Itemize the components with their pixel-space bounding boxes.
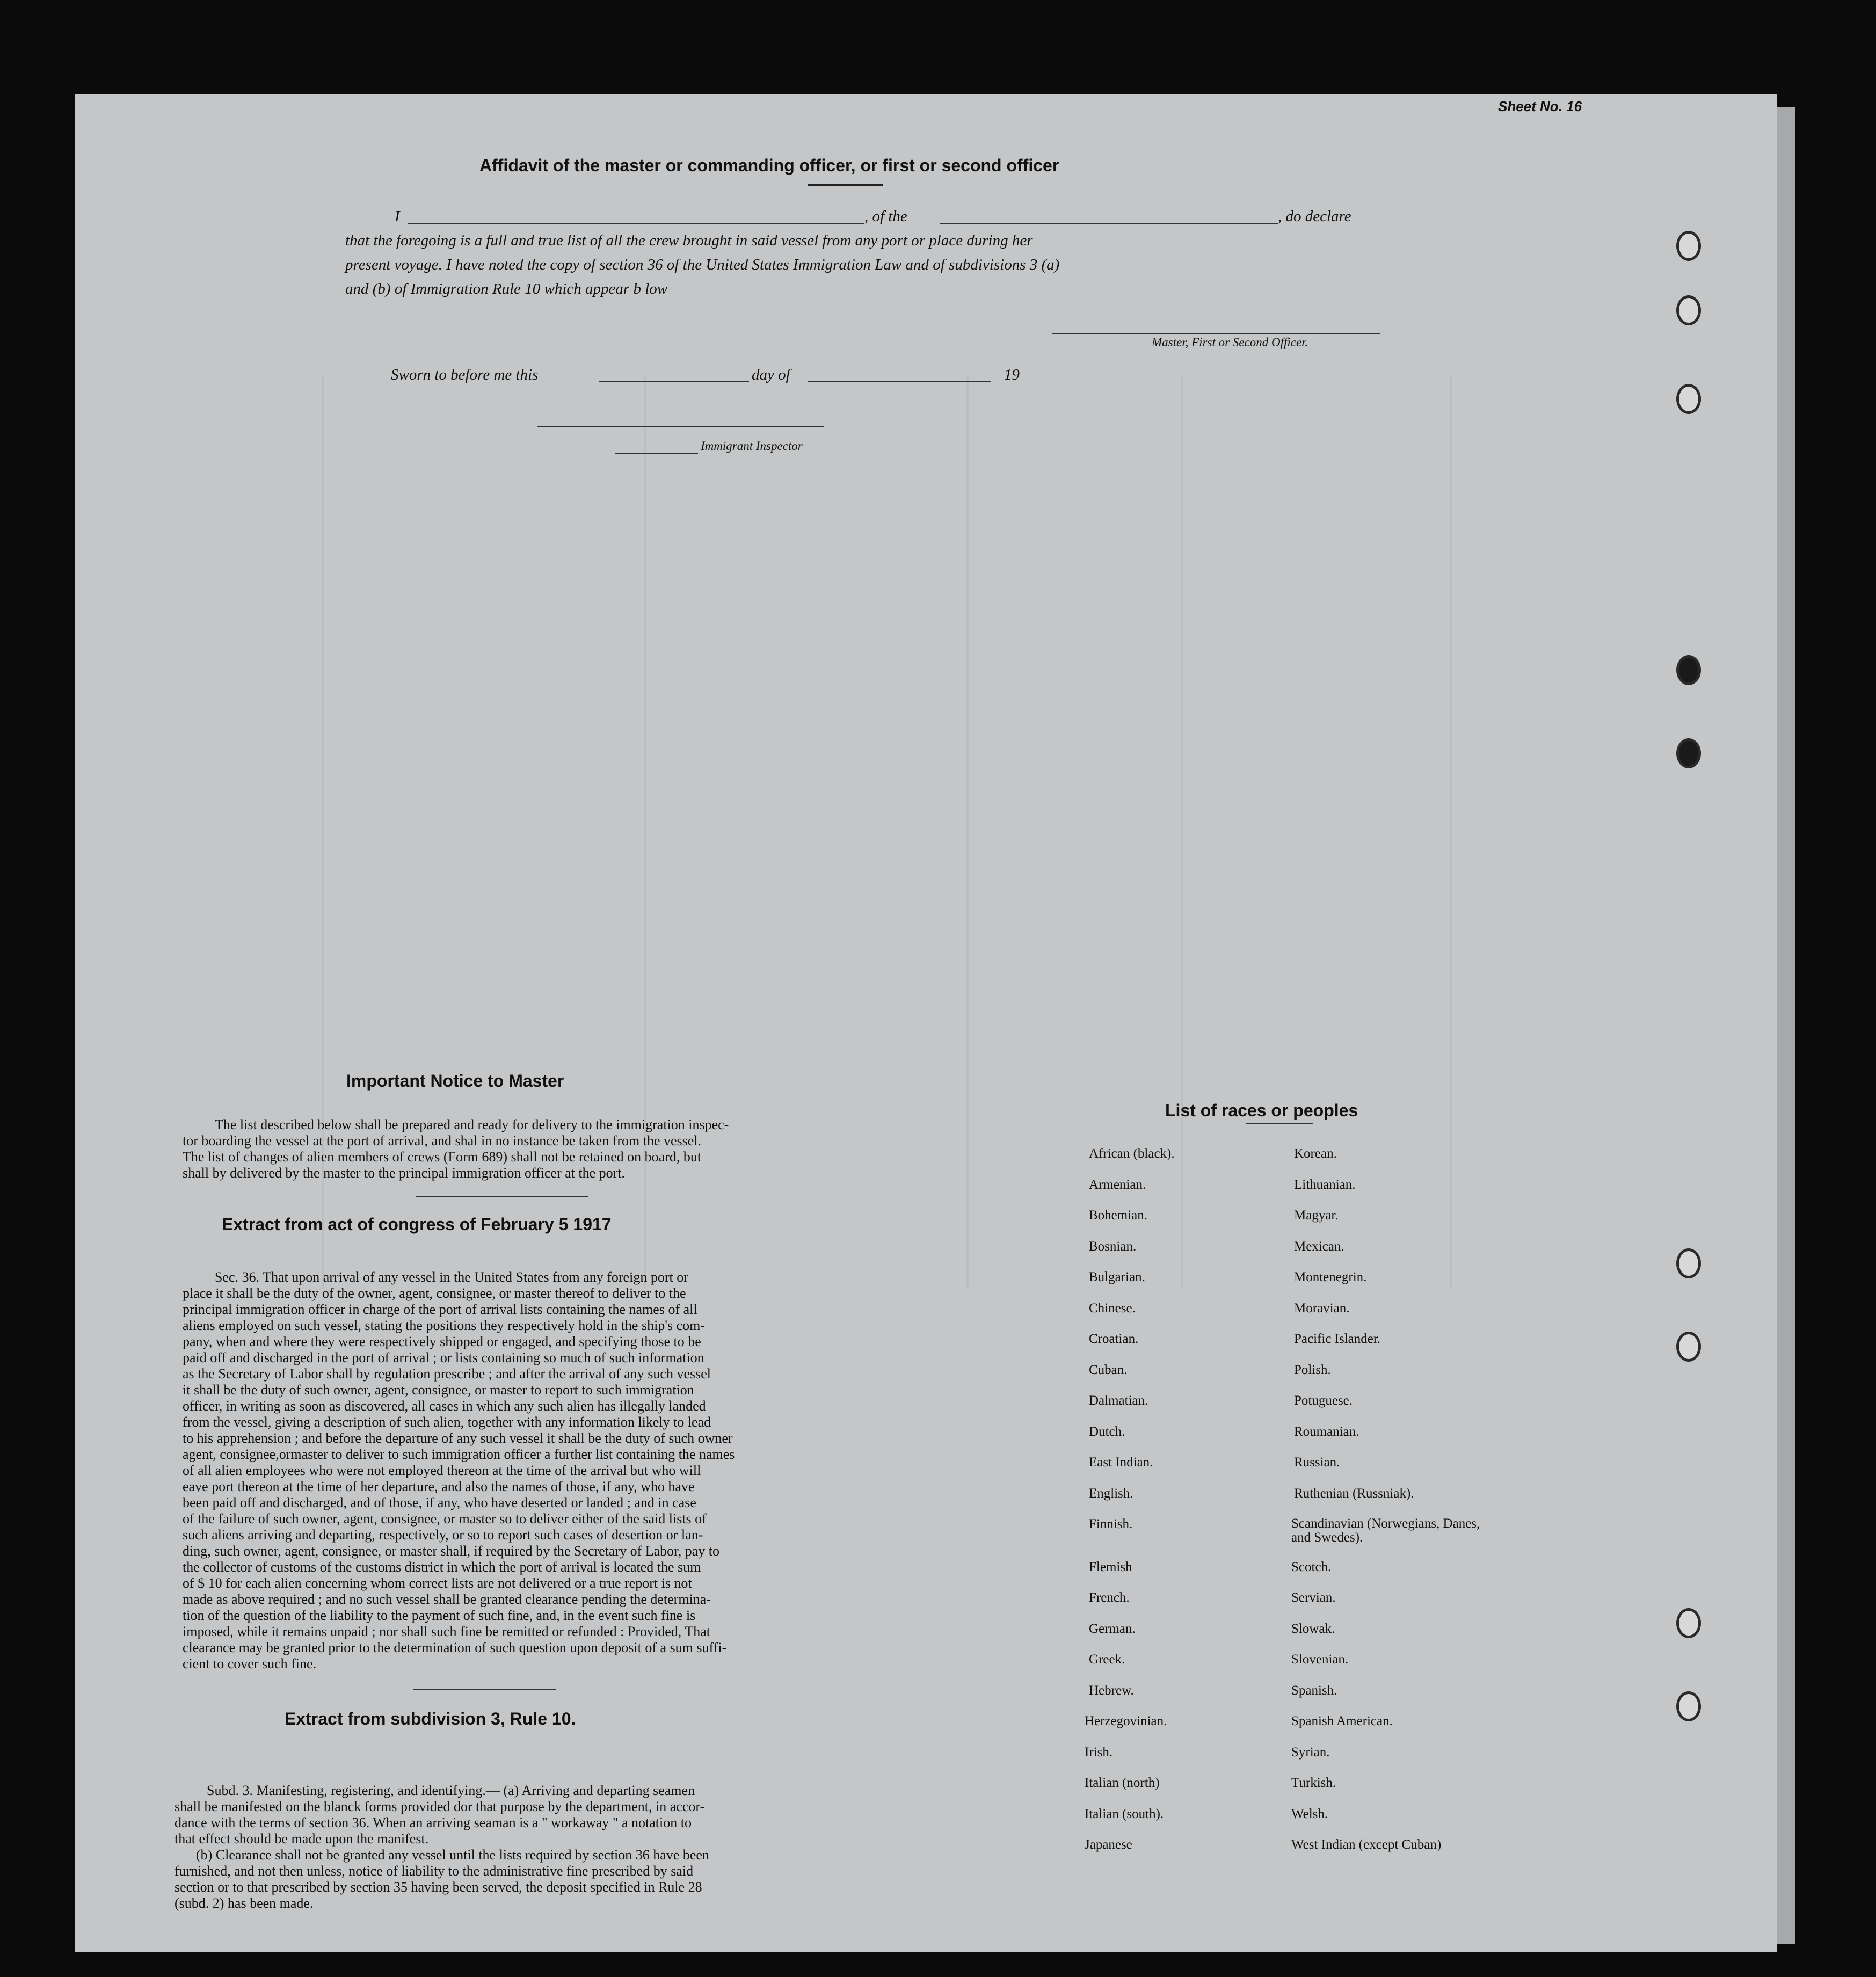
race-item: Syrian. [1291,1745,1330,1760]
race-item: Italian (south). [1085,1806,1164,1821]
rule-line: (b) Clearance shall not be granted any vessel until the lists required by section 36 have been [196,1847,709,1863]
act-line: to his apprehension ; and before the departure of any such vessel it shall be the duty of such owner [183,1430,733,1446]
notice-line: The list described below shall be prepared and ready for delivery to the immigration inspec- [215,1117,729,1132]
rule-line: (subd. 2) has been made. [174,1895,314,1911]
race-item: Roumanian. [1294,1424,1359,1439]
notice-line: shall by delivered by the master to the principal immigration officer at the port. [183,1165,626,1181]
act-line: officer, in writing as soon as discovered, all cases in which any such alien has illegally landed [183,1398,706,1414]
rule-line: Subd. 3. Manifesting, registering, and identifying.— (a) Arriving and departing seamen [207,1783,695,1798]
affidavit-line3: present voyage. I have noted the copy of section 36 of the United States Immigration Law and of subdivisions 3 (a) [345,256,1060,273]
race-item: Polish. [1294,1362,1331,1377]
act-line: the collector of customs of the customs district in which the port of arrival is located the sum [183,1559,701,1575]
act-line: it shall be the duty of such owner, agent, consignee, or master to report to such immigration [183,1382,694,1398]
divider [413,1689,556,1690]
sworn-month-blank[interactable] [808,381,991,382]
inspector-line[interactable] [537,426,824,427]
race-item: Welsh. [1291,1806,1328,1821]
act-line: such aliens arriving and departing, respectively, or so to report such cases of desertion or lan- [183,1527,703,1543]
inspector-label: Immigrant Inspector [701,439,803,453]
race-item: Magyar. [1294,1208,1339,1223]
race-item: Dalmatian. [1089,1393,1148,1408]
race-item: Croatian. [1089,1332,1139,1346]
binder-hole [1676,1691,1701,1721]
race-item: Montenegrin. [1294,1270,1367,1284]
notice-line: The list of changes of alien members of crews (Form 689) shall not be retained on board, but [183,1149,702,1165]
race-item: Mexican. [1294,1239,1344,1254]
race-item: East Indian. [1089,1455,1153,1470]
divider [416,1196,588,1197]
binder-hole [1676,295,1701,325]
race-item: Irish. [1085,1745,1113,1760]
notice-line: tor boarding the vessel at the port of arrival, and shal in no instance be taken from the vessel. [183,1133,702,1149]
race-item: Cuban. [1089,1362,1128,1377]
race-item: Bohemian. [1089,1208,1148,1223]
act-line: from the vessel, giving a description of such alien, together with any information likely to lead [183,1414,711,1430]
act-body [183,1269,816,1672]
race-item: Lithuanian. [1294,1177,1356,1192]
ghost-column-line [1450,376,1452,1289]
race-item: Bosnian. [1089,1239,1137,1254]
rule-body [174,1783,819,1911]
name-blank[interactable] [408,223,864,224]
race-item: Turkish. [1291,1776,1336,1790]
master-signature-label: Master, First or Second Officer. [1152,336,1308,349]
sworn-date-blank[interactable] [599,381,749,382]
race-item: Flemish [1089,1559,1132,1574]
act-line: of all alien employees who were not employed thereon at the time of the arrival but who will [183,1463,701,1478]
binder-hole [1676,1332,1701,1362]
binder-hole [1676,231,1701,261]
rule-line: furnished, and not then unless, notice of liability to the administrative fine prescribed by said [174,1863,694,1879]
race-item: Spanish. [1291,1683,1337,1698]
divider [808,184,883,186]
race-item: Bulgarian. [1089,1270,1145,1284]
race-item: Russian. [1294,1455,1340,1470]
act-line: place it shall be the duty of the owner, agent, consignee, or master thereof to deliver to the [183,1285,686,1301]
act-line: imposed, while it remains unpaid ; nor shall such fine be remitted or refunded : Provided, That [183,1624,710,1639]
act-line: of the failure of such owner, agent, consignee, or master so to deliver either of the said lists of [183,1511,707,1527]
notice-heading: Important Notice to Master [346,1071,564,1091]
act-line: principal immigration officer in charge of the port of arrival lists containing the names of all [183,1302,697,1317]
rule-line: that effect should be made upon the manifest. [174,1831,429,1847]
race-item: Spanish American. [1291,1714,1393,1728]
binder-hole [1676,655,1701,685]
race-item: French. [1089,1590,1130,1605]
race-item: Hebrew. [1089,1683,1134,1698]
race-item: English. [1089,1486,1133,1501]
rule-line: shall be manifested on the blanck forms provided dor that purpose by the department, in accor- [174,1799,705,1814]
races-heading-underline [1246,1123,1313,1124]
race-item: Finnish. [1089,1517,1133,1531]
master-signature-line[interactable] [1052,333,1380,334]
act-line: been paid off and discharged, and of those, if any, who have deserted or landed ; and in case [183,1495,696,1510]
act-heading: Extract from act of congress of February 5 1917 [222,1215,612,1234]
act-line: as the Secretary of Labor shall by regulation prescribe ; and after the arrival of any such vessel [183,1366,711,1382]
race-item: Pacific Islander. [1294,1332,1381,1346]
sworn-year: 19 [1004,366,1020,383]
affidavit-line2: that the foregoing is a full and true list of all the crew brought in said vessel from any port or place during her [345,232,1033,249]
race-item: Italian (north) [1085,1776,1160,1790]
race-item: Armenian. [1089,1177,1146,1192]
race-item: Dutch. [1089,1424,1125,1439]
race-item: Greek. [1089,1652,1125,1667]
race-item: German. [1089,1621,1136,1636]
ghost-column-line [1181,376,1183,1289]
manifest-page [75,94,1777,1952]
race-item: Chinese. [1089,1300,1136,1315]
race-item: Servian. [1291,1590,1336,1605]
act-line: tion of the question of the liability to the payment of such fine, and, in the event such fine is [183,1608,696,1623]
ghost-column-line [966,376,969,1289]
race-item: African (black). [1089,1146,1175,1161]
inspector-line-short [615,453,698,454]
race-item: Scotch. [1291,1559,1332,1574]
race-item: Slovenian. [1291,1652,1349,1667]
rule-line: section or to that prescribed by section 35 having been served, the deposit specified in Rule 28 [174,1879,702,1895]
sheet-edge [1777,107,1795,1944]
affidavit-i: I [395,208,400,225]
act-line: pany, when and where they were respectively shipped or engaged, and specifying those to be [183,1334,701,1349]
act-line: eave port thereon at the time of her departure, and also the names of those, if any, who have [183,1479,695,1494]
act-line: clearance may be granted prior to the determination of such question upon deposit of a sum suffi- [183,1640,727,1655]
sworn-day: day of [752,366,790,383]
affidavit-line4: and (b) of Immigration Rule 10 which appear b low [345,280,668,297]
race-item: Potuguese. [1294,1393,1353,1408]
binder-hole [1676,1248,1701,1278]
act-line: of $ 10 for each alien concerning whom correct lists are not delivered or a true report is not [183,1575,692,1591]
rule-heading: Extract from subdivision 3, Rule 10. [285,1709,576,1728]
act-line: paid off and discharged in the port of arrival ; or lists containing so much of such information [183,1350,704,1365]
vessel-blank[interactable] [940,223,1278,224]
race-item: West Indian (except Cuban) [1291,1837,1442,1852]
race-item: Moravian. [1294,1300,1350,1315]
binder-hole [1676,1608,1701,1638]
act-line: ding, such owner, agent, consignee, or master shall, if required by the Secretary of Labor, pay to [183,1543,720,1559]
race-item: Korean. [1294,1146,1337,1161]
affidavit-heading: Affidavit of the master or commanding officer, or first or second officer [479,156,1059,175]
act-line: made as above required ; and no such vessel shall be granted clearance pending the determina- [183,1591,711,1607]
binder-hole [1676,384,1701,414]
affidavit-of-the: , of the [864,208,907,225]
act-line: agent, consignee,ormaster to deliver to such immigration officer a further list containing the names [183,1447,735,1462]
act-line: aliens employed on such vessel, stating the positions they respectively hold in the ship's com- [183,1318,706,1333]
race-item: Ruthenian (Russniak). [1294,1486,1414,1501]
race-item: Scandinavian (Norwegians, Danes, and Swedes). [1291,1516,1480,1545]
rule-line: dance with the terms of section 36. When an arriving seaman is a " workaway " a notation to [174,1815,692,1830]
race-item: Slowak. [1291,1621,1335,1636]
binder-hole [1676,738,1701,768]
race-item: Japanese [1085,1837,1132,1852]
affidavit-declare: , do declare [1278,208,1351,225]
act-line: cient to cover such fine. [183,1656,317,1671]
races-heading: List of races or peoples [1165,1101,1358,1120]
notice-body [183,1117,811,1181]
act-line: Sec. 36. That upon arrival of any vessel in the United States from any foreign port or [215,1269,688,1285]
race-item: Herzegovinian. [1085,1714,1167,1728]
sheet-number: Sheet No. 16 [1498,98,1582,114]
sworn-text: Sworn to before me this [391,366,539,383]
